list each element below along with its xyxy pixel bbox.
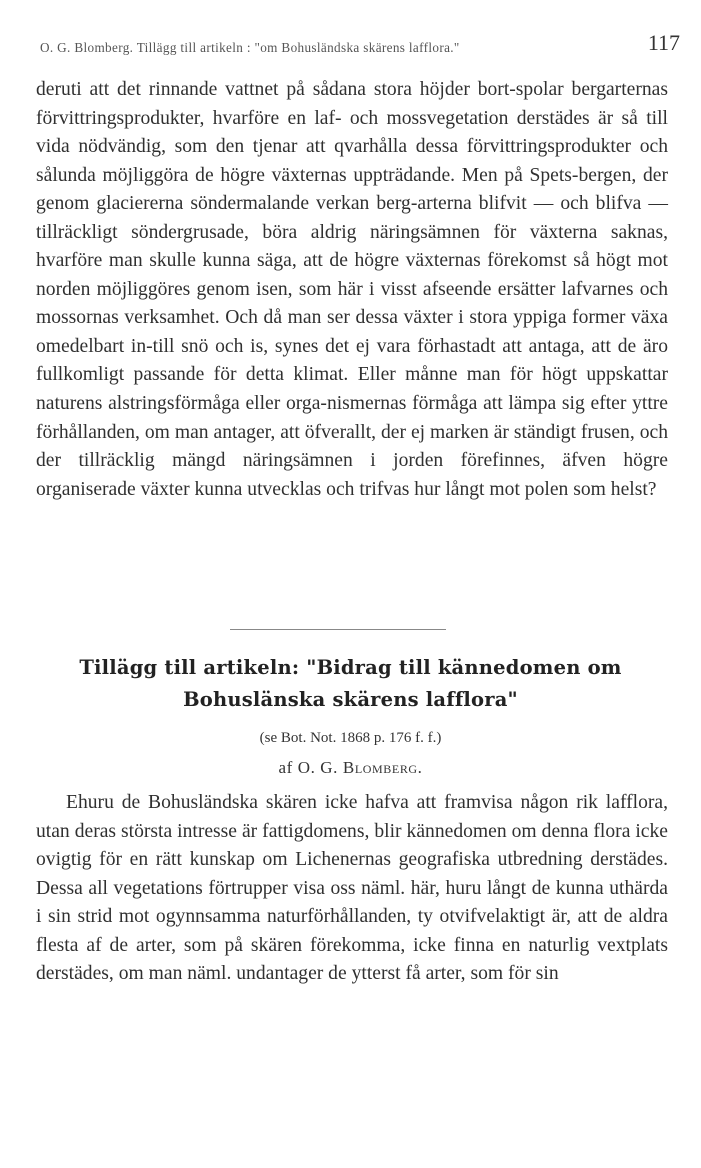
article-heading-line-1: Tillägg till artikeln: "Bidrag till kännedomen om	[79, 656, 622, 679]
bibliographic-reference: (se Bot. Not. 1868 p. 176 f. f.)	[259, 730, 442, 746]
author-line	[0, 758, 701, 778]
body-paragraph-1: deruti att det rinnande vattnet på sådana stora höjder bort-spolar bergarternas förvittringsprodukter, hvarföre en laf- och mossvegetation derstädes är så till vida nödvändig, som den tjenar att qvarhålla dessa förvittringsprodukter och sålunda möjliggöra de högre växternas uppträdande. Men på Spets-bergen, der genom glaciererna söndermalande verkan berg-arterna blifvit — och blifva — tillräckligt söndergrusade, böra aldrig näringsämnen för växterna saknas, hvarföre man skulle kunna säga, att de högre växternas förekomst så högt mot norden möjliggöres genom isen, som här i visst afseende ersätter lafvarnes och mossornas verksamhet. Och då man ser dessa växter i stora yppiga former växa omedelbart in-till snö och is, synes det ej vara förhastadt att antaga, att de äro fullkomligt passande för detta klimat. Eller månne man för högt uppskattar naturens alstringsförmåga eller orga-nismernas förmåga att lämpa sig efter yttre förhållanden, om man antager, att öfverallt, der ej marken är ständigt frusen, och der tillräcklig mängd näringsämnen i jorden förefinnes, äfven högre organiserade växter kunna utvecklas och trifvas hur långt mot polen som helst?	[36, 79, 668, 500]
body-paragraph-2: Ehuru de Bohusländska skären icke hafva att framvisa någon rik lafflora, utan deras största intresse är fattigdomens, blir kännedomen om denna flora icke ovigtig för en rätt kunskap om Lichenernas geografiska utbredning derstädes. Dessa all vegetations förtrupper visa oss näml. här, huru långt de kunna uthärda i sin strid mot ogynnsamma naturförhållanden, ty otvifvelaktigt är, att de aldra flesta af de arter, som på skären förekomma, icke finna en naturlig vextplats derstädes, om man näml. undantager de ytterst få arter, som för sin	[36, 792, 668, 985]
article-heading-line-2: Bohuslänska skärens lafflora"	[183, 688, 518, 711]
section-divider	[230, 629, 446, 630]
author-prefix: af O. G.	[278, 758, 339, 777]
author-surname: Blomberg.	[342, 758, 423, 777]
page-number: 117	[647, 30, 680, 55]
running-title: O. G. Blomberg. Tillägg till artikeln : "om Bohusländska skärens lafflora."	[40, 40, 460, 55]
running-header	[40, 30, 680, 60]
